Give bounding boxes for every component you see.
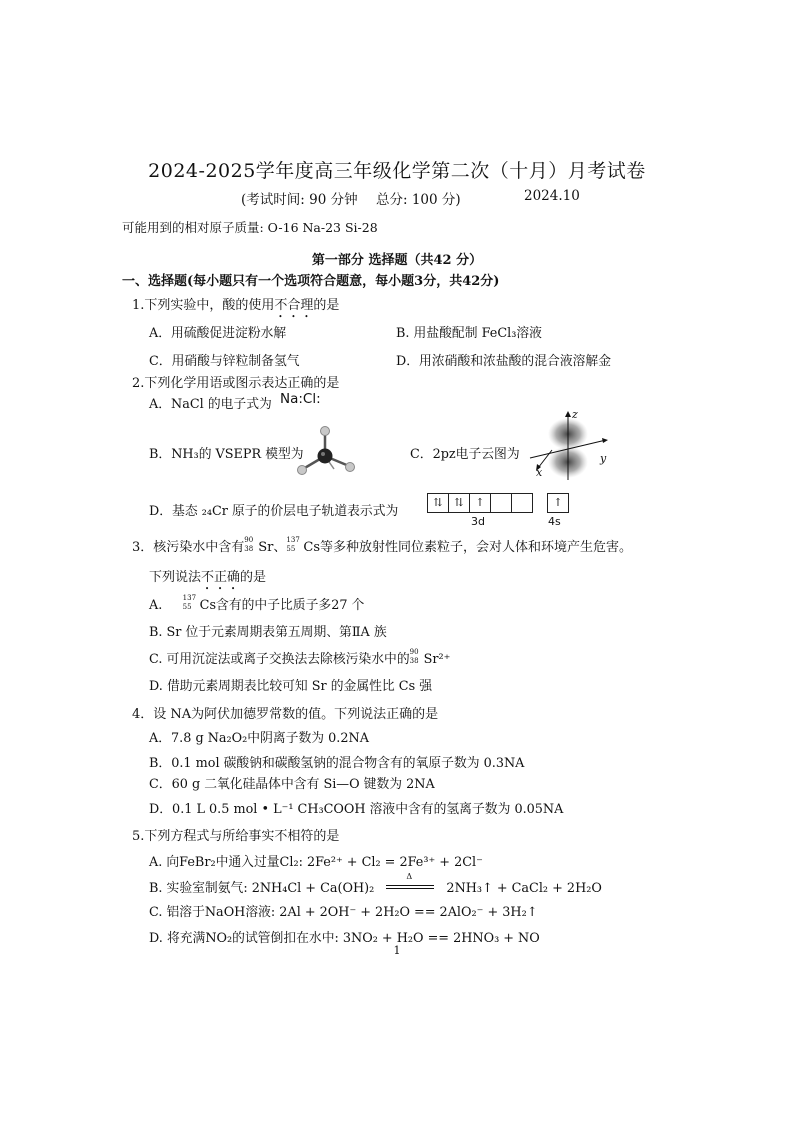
axis-x-label: x <box>536 466 543 479</box>
cr-orbital-diagram: ⇅ ⇅ ↑ ↑ <box>427 493 587 513</box>
q4-option-a: A．7.8 g Na₂O₂中阴离子数为 0.2NA <box>149 731 369 746</box>
q4-option-d: D．0.1 L 0.5 mol • L⁻¹ CH₃COOH 溶液中含有的氢离子数为 0.05NA <box>149 802 564 817</box>
q1-option-d: D．用浓硝酸和浓盐酸的混合液溶解金 <box>396 354 612 369</box>
q2-stem: 2.下列化学用语或图示表达正确的是 <box>132 376 340 391</box>
q4-stem: 4．设 NA为阿伏加德罗常数的值。下列说法正确的是 <box>132 707 439 722</box>
nacl-electron-formula: Na:Cl: <box>280 391 321 407</box>
q5-option-d: D. 将充满NO₂的试管倒扣在水中: 3NO₂ + H₂O == 2HNO₃ + NO <box>149 931 540 946</box>
atomic-masses: 可能用到的相对原子质量: O-16 Na-23 Si-28 <box>122 220 378 235</box>
q3-stem-2: 下列说法不正确的是 <box>149 570 267 585</box>
part-heading: 第一部分 选择题（共42 分） <box>311 253 483 268</box>
section-heading: 一、选择题(每小题只有一个选项符合题意，每小题3分，共42分) <box>122 274 500 289</box>
exam-time: (考试时间: 90 分钟 <box>241 192 358 208</box>
q5-option-c: C. 铝溶于NaOH溶液: 2Al + 2OH⁻ + 2H₂O == 2AlO₂⁻ + 3H₂↑ <box>149 905 538 920</box>
q5-option-a: A. 向FeBr₂中通入过量Cl₂: 2Fe²⁺ + Cl₂ = 2Fe³⁺ + 2Cl⁻ <box>149 855 483 870</box>
q1-stem: 1.下列实验中，酸的使用不合理的是 <box>132 298 340 313</box>
q3-option-c: C. 可用沉淀法或离子交换法去除核污染水中的 90 38 Sr²⁺ <box>149 648 451 667</box>
q5-stem: 5.下列方程式与所给事实不相符的是 <box>132 829 340 844</box>
q2-option-c: C．2pz电子云图为 <box>410 447 520 462</box>
axis-y-label: y <box>600 452 607 465</box>
q3-option-a: A. 137 55 Cs含有的中子比质子多27 个 <box>149 594 365 613</box>
nh3-vsepr-model <box>290 423 362 479</box>
heating-symbol: Δ <box>406 872 413 881</box>
q3-option-b: B. Sr 位于元素周期表第五周期、第ⅡA 族 <box>149 625 387 640</box>
q2-option-a: A．NaCl 的电子式为 <box>149 397 272 412</box>
q1-option-b: B. 用盐酸配制 FeCl₃溶液 <box>396 326 542 341</box>
exam-date: 2024.10 <box>524 188 580 204</box>
page-number: 1 <box>393 944 401 957</box>
orbital-4s-label: 4s <box>548 515 561 528</box>
q1-option-c: C．用硝酸与锌粒制备氢气 <box>149 354 300 369</box>
q3-option-d: D. 借助元素周期表比较可知 Sr 的金属性比 Cs 强 <box>149 679 432 694</box>
q1-option-a: A．用硫酸促进淀粉水解 <box>149 326 287 341</box>
exam-title: 2024-2025学年度高三年级化学第二次（十月）月考试卷 <box>148 160 646 182</box>
q2-option-d: D．基态 ₂₄Cr 原子的价层电子轨道表示式为 <box>149 504 399 519</box>
orbital-3d-label: 3d <box>471 515 485 528</box>
q4-option-b: B．0.1 mol 碳酸钠和碳酸氢钠的混合物含有的氧原子数为 0.3NA <box>149 756 525 771</box>
exam-total-score: 总分: 100 分) <box>376 192 461 208</box>
q2-option-b: B．NH₃的 VSEPR 模型为 <box>149 447 304 462</box>
axis-z-label: z <box>572 408 578 421</box>
q5-option-b: B. 实验室制氨气: 2NH₄Cl + Ca(OH)₂ Δ 2NH₃↑ + CaCl₂ + 2H₂O <box>149 872 602 896</box>
q3-stem: 3．核污染水中含有 90 38 Sr、 137 55 Cs等多种放射性同位素粒子，会对人体和环境产生危害。 <box>132 536 633 555</box>
q4-option-c: C．60 g 二氧化硅晶体中含有 Si—O 键数为 2NA <box>149 777 435 792</box>
